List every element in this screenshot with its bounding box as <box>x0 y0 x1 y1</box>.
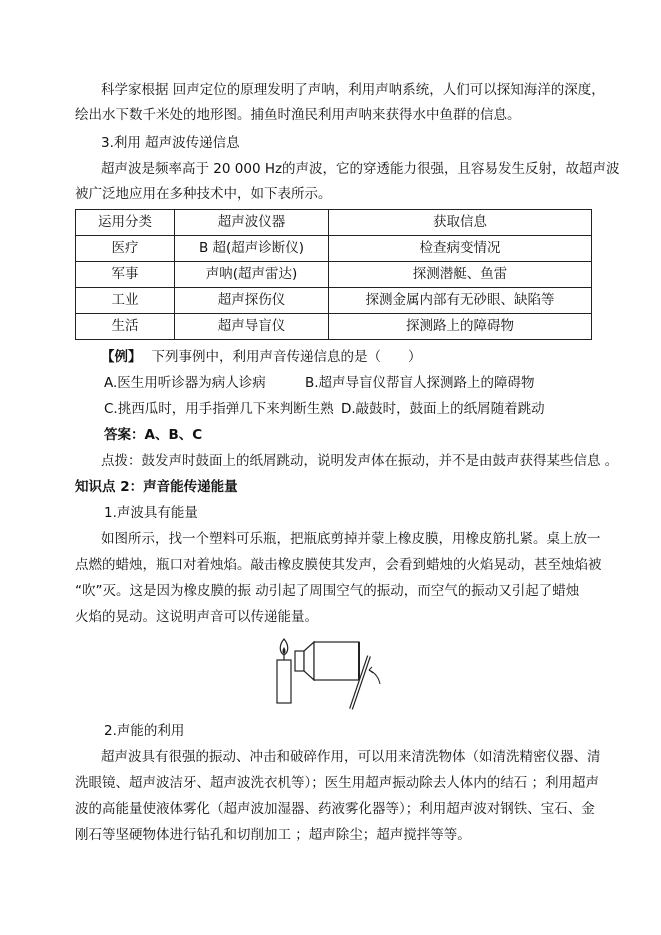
table-cell: 声呐(超声雷达) <box>175 262 329 288</box>
text-line: 火焰的晃动。这说明声音可以传递能量。 <box>75 609 318 625</box>
table-header-cell: 超声波仪器 <box>175 210 329 236</box>
example-tag: 【例】 <box>101 349 142 365</box>
text-line: 如图所示，找一个塑料可乐瓶，把瓶底剪掉并蒙上橡皮膜，用橡皮筋扎紧。桌上放一 <box>101 531 601 547</box>
table-row <box>76 236 592 262</box>
candle-bottle-experiment-figure <box>265 634 385 714</box>
table-cell: 超声探伤仪 <box>175 288 329 314</box>
subheading-energy: 1.声波具有能量 <box>104 505 198 521</box>
bottle-icon <box>295 642 359 680</box>
text-line: 刚石等坚硬物体进行钻孔和切削加工 ；超声除尘；超声搅拌等等。 <box>75 827 471 843</box>
answer-line: 答案：A、B、C <box>104 427 203 443</box>
table-cell: 军事 <box>76 262 175 288</box>
table-cell: 探测潜艇、鱼雷 <box>329 262 592 288</box>
option-d: D.敲鼓时，鼓面上的纸屑随着跳动 <box>341 401 545 417</box>
table-cell: 探测路上的障碍物 <box>329 314 592 340</box>
section-heading-3: 3.利用 超声波传递信息 <box>101 135 240 151</box>
table-cell: 检查病变情况 <box>329 236 592 262</box>
option-c: C.挑西瓜时，用手指弹几下来判断生熟 <box>104 401 334 417</box>
table-cell: 超声导盲仪 <box>175 314 329 340</box>
example-question-line <box>101 347 422 367</box>
text-line: 超声波是频率高于 20 000 Hz的声波，它的穿透能力很强，且容易发生反射，故超声波 <box>101 161 620 177</box>
table-header-cell: 运用分类 <box>76 210 175 236</box>
curved-arrow-icon <box>369 667 380 684</box>
text-line: 绘出水下数千米处的地形图。捕鱼时渔民利用声呐来获得水中鱼群的信息。 <box>75 107 521 123</box>
text-line: 科学家根据 回声定位的原理发明了声呐，利用声呐系统，人们可以探知海洋的深度， <box>101 82 605 98</box>
knowledge-point-2-heading: 知识点 2：声音能传递能量 <box>75 479 238 495</box>
text-line: 超声波具有很强的振动、冲击和破碎作用，可以用来清洗物体（如清洗精密仪器、清 <box>101 749 601 765</box>
table-header-cell: 获取信息 <box>329 210 592 236</box>
subheading-sound-energy-use: 2.声能的利用 <box>104 723 185 739</box>
text-line: 点燃的蜡烛，瓶口对着烛焰。敲击橡皮膜使其发声，会看到蜡烛的火焰晃动，甚至烛焰被 <box>75 557 602 573</box>
table-cell: 工业 <box>76 288 175 314</box>
candle-icon <box>277 639 291 703</box>
table-row <box>76 262 592 288</box>
example-question: 下列事例中，利用声音传递信息的是（ ） <box>151 349 422 365</box>
option-a: A.医生用听诊器为病人诊病 <box>104 375 266 391</box>
text-line: 波的高能量使液体雾化（超声波加湿器、药液雾化器等）；利用超声波对钢铁、宝石、金 <box>75 801 595 817</box>
option-b: B.超声导盲仪帮盲人探测路上的障碍物 <box>305 375 535 391</box>
table-cell: 探测金属内部有无砂眼、缺陷等 <box>329 288 592 314</box>
table-row <box>76 314 592 340</box>
text-line: 洗眼镜、超声波洁牙、超声波洗衣机等）；医生用超声振动除去人体内的结石 ；利用超声 <box>75 775 600 791</box>
table-cell: 医疗 <box>76 236 175 262</box>
text-line: 被广泛地应用在多种技术中，如下表所示。 <box>75 186 332 202</box>
text-line: “吹”灭。这是因为橡皮膜的振 动引起了周围空气的振动，而空气的振动又引起了蜡烛 <box>75 583 580 599</box>
table-row <box>76 288 592 314</box>
ultrasound-applications-table <box>75 209 592 340</box>
hint-line: 点拨：鼓发声时鼓面上的纸屑跳动，说明发声体在振动，并不是由鼓声获得某些信息 。 <box>101 453 619 469</box>
table-cell: 生活 <box>76 314 175 340</box>
table-header-row <box>76 210 592 236</box>
table-cell: B 超(超声诊断仪) <box>175 236 329 262</box>
